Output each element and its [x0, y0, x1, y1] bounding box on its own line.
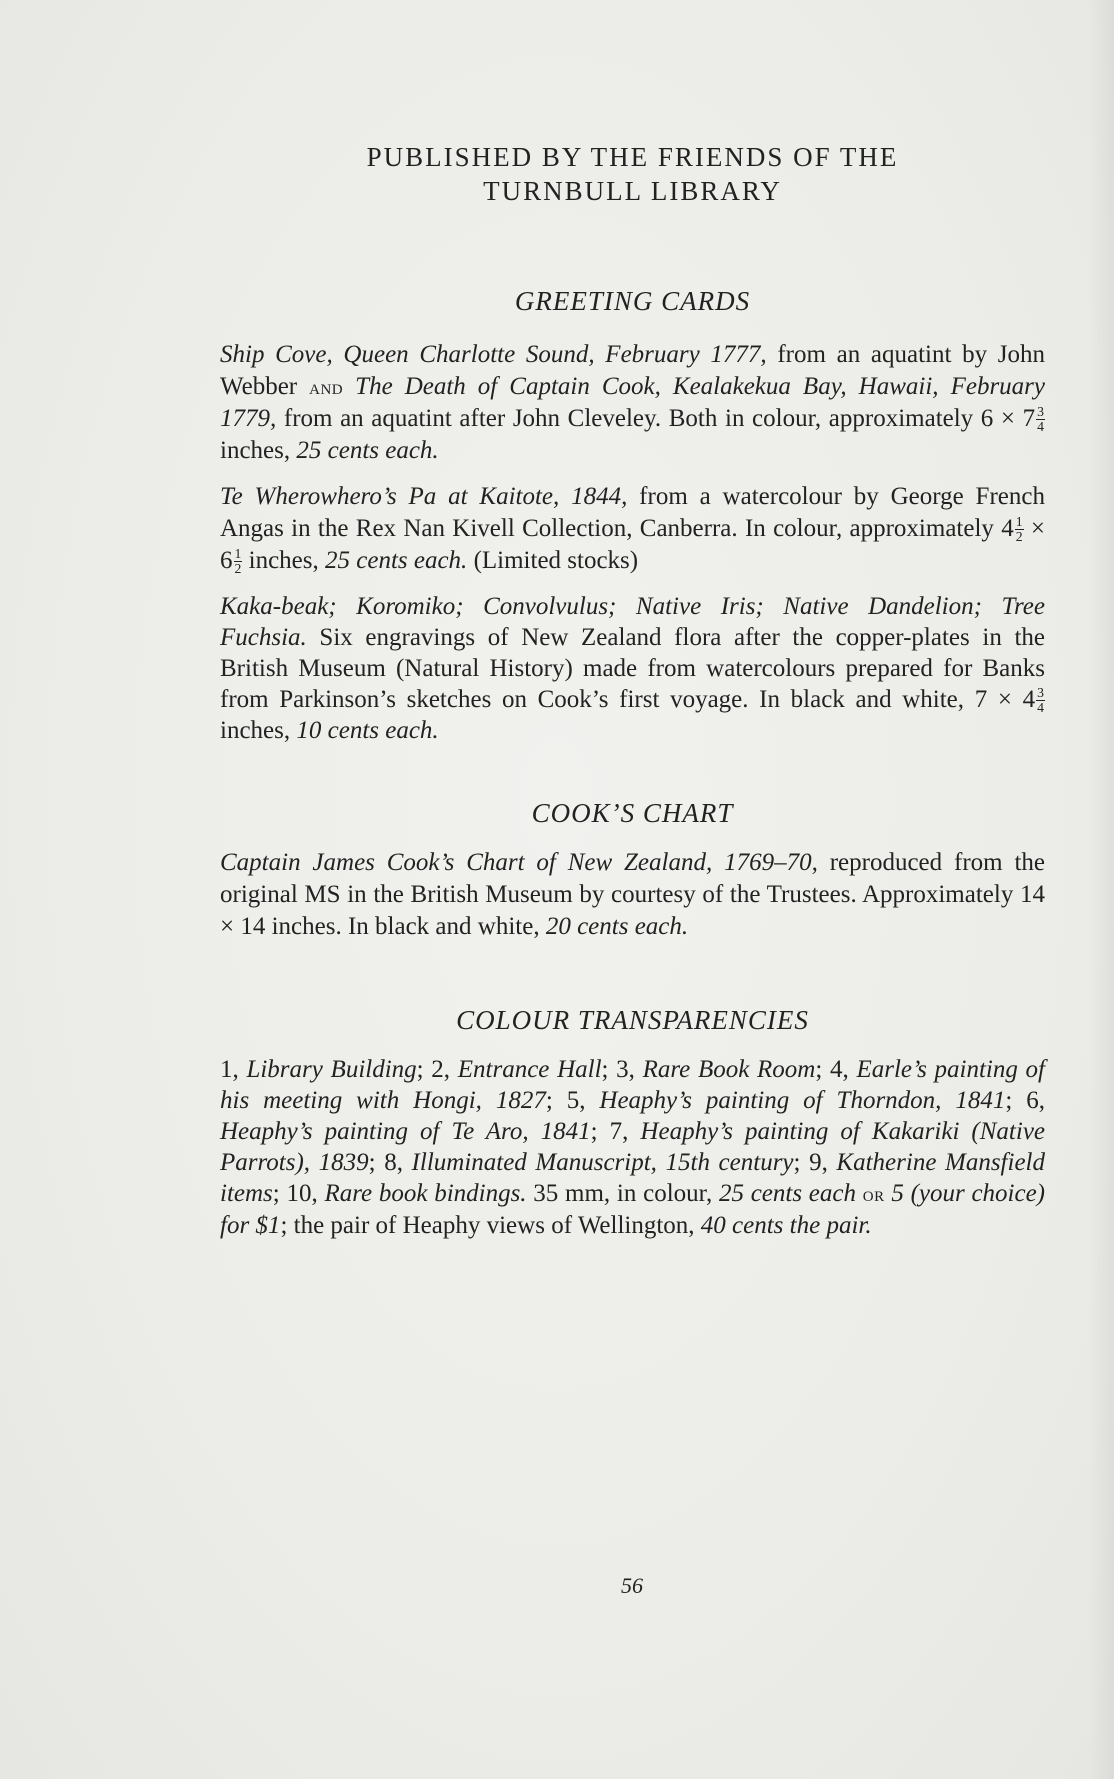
- fraction: [1036, 405, 1045, 434]
- entry-price: 5 (your choice) for $1: [220, 1180, 1046, 1239]
- page-spine-shadow: [1088, 0, 1114, 1779]
- entry-text: reproduced from the original MS in the British Museum by courtesy of the Trustees. Approximately 14 × 14 inches. In black and white,: [220, 849, 1045, 940]
- entry-price: 25 cents each: [718, 1180, 856, 1207]
- fraction: [1036, 686, 1045, 715]
- entry-text: from an aquatint after John Cleveley. Both in colour, approximately 6 × 7: [276, 405, 1036, 432]
- greeting-card-entry-te-wherowhero: [220, 481, 1045, 577]
- entry-smallcaps: or: [862, 1182, 885, 1206]
- page-content: [220, 140, 1045, 1255]
- entry-text: ; 5,: [545, 1087, 600, 1114]
- entry-text: ; 9,: [793, 1149, 837, 1176]
- entry-text: Six engravings of New Zealand flora after the copper-plates in the British Museum (Natural History) made from watercolours prepared for Banks from Parkinson’s sketches on Cook’s first voyage. In black and white, 7 × 4: [220, 624, 1045, 713]
- entry-text: ; 6,: [1005, 1087, 1045, 1114]
- entry-text: (Limited stocks): [467, 547, 639, 574]
- entry-title-italic: Ship Cove, Queen Charlotte Sound, February 1777,: [220, 341, 767, 368]
- page-number: 56: [621, 1573, 643, 1598]
- fraction-numerator: 1: [234, 546, 242, 562]
- fraction-denominator: 4: [1037, 699, 1044, 715]
- fraction-denominator: 2: [1015, 528, 1023, 544]
- fraction-numerator: 3: [1037, 404, 1044, 420]
- entry-price: 20 cents each.: [545, 913, 689, 940]
- entry-text: ; 10,: [272, 1180, 325, 1207]
- entry-text: [343, 373, 355, 400]
- item-title: Katherine Mansfield items: [220, 1149, 1045, 1207]
- cooks-chart-entry: [220, 847, 1045, 943]
- entry-title-italic: The Death of Captain Cook, Kealakekua Bay, Hawaii, February 1779,: [220, 373, 1045, 432]
- entry-price: 40 cents the pair.: [700, 1212, 872, 1239]
- entry-price: 10 cents each.: [296, 717, 439, 744]
- entry-text: ; the pair of Heaphy views of Wellington,: [280, 1212, 701, 1239]
- entry-title-italic: Captain James Cook’s Chart of New Zealand, 1769–70,: [220, 849, 818, 876]
- entry-text: ; 3,: [601, 1056, 643, 1083]
- entry-title-italic: Kaka-beak; Koromiko; Convolvulus; Native Iris; Native Dandelion; Tree Fuchsia.: [220, 593, 1045, 651]
- greeting-card-entry-ship-cove: [220, 339, 1045, 467]
- entry-text: ; 2,: [416, 1056, 458, 1083]
- greeting-cards-heading: GREETING CARDS: [514, 286, 751, 316]
- entry-text: ; 8,: [368, 1149, 412, 1176]
- item-title: Library Building: [246, 1056, 417, 1083]
- cooks-chart-heading: COOK’S CHART: [531, 798, 734, 828]
- entry-text: 1,: [220, 1056, 247, 1083]
- entry-text: from an aquatint by John Webber: [220, 341, 1046, 400]
- entry-price: 25 cents each.: [296, 437, 439, 464]
- entry-text: ; 4,: [815, 1056, 857, 1083]
- entry-text: from a watercolour by George French Angas in the Rex Nan Kivell Collection, Canberra. In colour, approximately 4: [220, 483, 1045, 542]
- entry-text: × 6: [220, 515, 1045, 574]
- fraction-denominator: 4: [1037, 418, 1044, 434]
- page-title-line-1: PUBLISHED BY THE FRIENDS OF THE: [366, 142, 899, 172]
- entry-text: inches,: [220, 437, 297, 464]
- item-title: Heaphy’s painting of Te Aro, 1841: [220, 1118, 591, 1145]
- colour-transparencies-entry: [220, 1054, 1045, 1241]
- fraction: [1015, 515, 1024, 544]
- fraction-numerator: 3: [1037, 685, 1044, 701]
- entry-text: inches,: [242, 547, 325, 574]
- entry-text: inches,: [220, 717, 297, 744]
- item-title: Rare book bindings.: [324, 1180, 527, 1207]
- entry-text: ; 7,: [590, 1118, 641, 1145]
- page-title: [220, 140, 1045, 208]
- entry-price: 25 cents each.: [325, 547, 468, 574]
- entry-text: 35 mm, in colour,: [526, 1180, 719, 1207]
- item-title: Illuminated Manuscript, 15th century: [411, 1149, 794, 1176]
- greeting-card-entry-flora: [220, 591, 1045, 746]
- fraction-numerator: 1: [1015, 514, 1023, 530]
- item-title: Entrance Hall: [457, 1056, 602, 1083]
- page-title-line-2: TURNBULL LIBRARY: [483, 176, 782, 206]
- entry-smallcaps: and: [309, 375, 344, 399]
- item-title: Heaphy’s painting of Kakariki (Native Parrots), 1839: [220, 1118, 1046, 1176]
- item-title: Rare Book Room: [642, 1056, 816, 1083]
- entry-text: [856, 1180, 863, 1207]
- colour-transparencies-heading: COLOUR TRANSPARENCIES: [456, 1005, 809, 1035]
- entry-title-italic: Te Wherowhero’s Pa at Kaitote, 1844,: [220, 483, 628, 510]
- item-title: Heaphy’s painting of Thorndon, 1841: [599, 1087, 1006, 1114]
- item-title: Earle’s painting of his meeting with Hongi, 1827: [220, 1056, 1045, 1114]
- fraction-denominator: 2: [234, 560, 242, 576]
